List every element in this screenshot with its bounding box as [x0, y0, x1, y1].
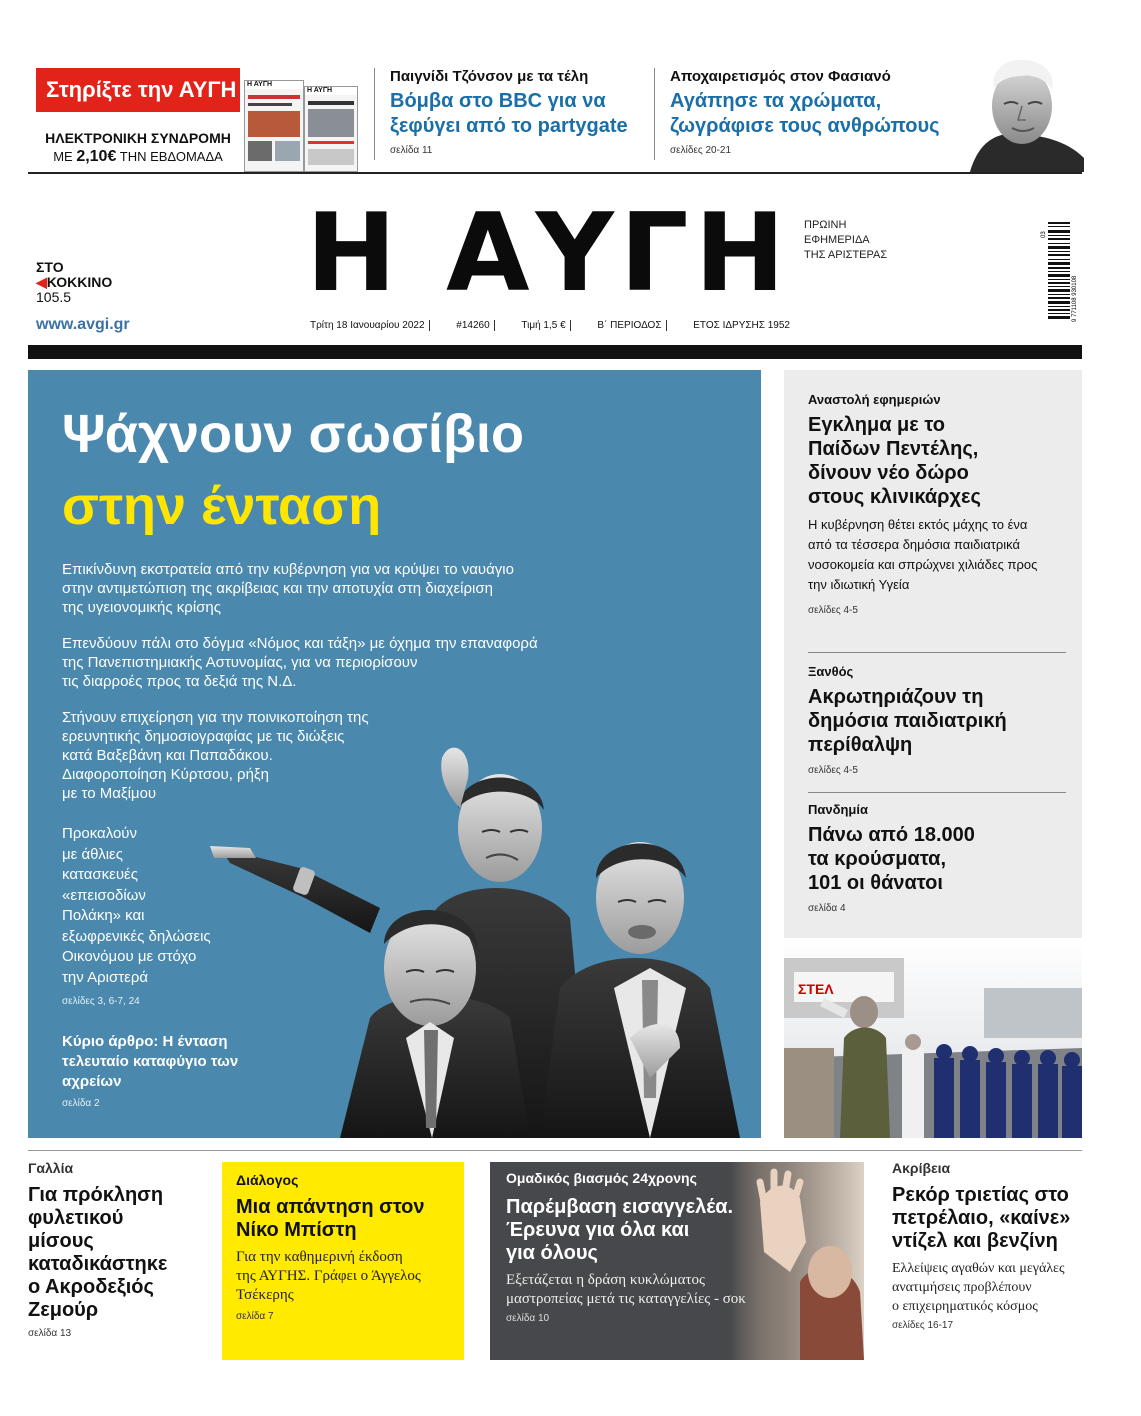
sidebar-headline: Πάνω από 18.000 τα κρούσματα, 101 οι θάνατοι	[808, 824, 975, 894]
bottom-headline: Παρέμβαση εισαγγελέα. Έρευνα για όλα και για όλους	[506, 1196, 734, 1264]
barcode-icon	[1040, 218, 1080, 326]
sidebar-story-pandemic[interactable]	[808, 802, 1072, 914]
price-value: 2,10€	[76, 148, 117, 165]
mini-cover-image: Η ΑΥΓΗ	[244, 80, 304, 172]
sidebar-kicker: Αναστολή εφημεριών	[808, 392, 941, 407]
sidebar-story-xanthos[interactable]	[808, 664, 1072, 776]
website-link[interactable]: www.avgi.gr	[36, 316, 130, 333]
issue-price: Τιμή 1,5 €	[517, 320, 570, 331]
main-story-pages: σελίδες 3, 6-7, 24	[62, 996, 140, 1007]
teaser-page: σελίδες 20-21	[670, 145, 732, 156]
bottom-headline: Ρεκόρ τριετίας στο πετρέλαιο, «καίνε» ντίζελ και βενζίνη	[892, 1184, 1071, 1252]
protest-photo	[784, 938, 1082, 1138]
teaser-headline: Βόμβα στο BBC για να ξεφύγει από το partygate	[390, 90, 628, 137]
sidebar-story-penteli[interactable]	[808, 392, 1072, 616]
bottom-summary: Εξετάζεται η δράση κυκλώματος μαστροπείας μετά τις καταγγελίες - σοκ	[506, 1272, 746, 1307]
teaser-kicker: Αποχαιρετισμός στον Φασιανό	[670, 68, 891, 85]
mini-cover-image-2: Η ΑΥΓΗ	[304, 86, 358, 172]
bottom-story-zemmour[interactable]	[28, 1160, 212, 1339]
top-teaser-johnson[interactable]	[390, 68, 650, 156]
bottom-story-assault[interactable]	[506, 1170, 766, 1324]
teaser-headline: Αγάπησε τα χρώματα, ζωγράφισε τους ανθρώπους	[670, 90, 940, 137]
main-paragraph-1: Επικίνδυνη εκστρατεία από την κυβέρνηση για να κρύψει το ναυάγιο στην αντιμετώπιση της ακρίβειας και την αποτυχία στη διαχείριση της υγειονομικής κρίσης	[62, 561, 514, 616]
main-paragraph-3: Στήνουν επιχείρηση για την ποινικοποίηση της ερευνητικής δημοσιογραφίας με τις διώξεις κατά Βαξεβάνη και Παπαδάκου. Διαφοροποίηση Κύρτσου, ρήξη με το Μαξίμου	[62, 709, 369, 802]
sidebar-kicker: Ξανθός	[808, 664, 854, 679]
founded-year: ΕΤΟΣ ΙΔΡΥΣΗΣ 1952	[693, 320, 790, 331]
bottom-summary: Για την καθημερινή έκδοση της ΑΥΓΗΣ. Γράφει ο Άγγελος Τσέκερης	[236, 1249, 421, 1303]
portrait-photo	[960, 48, 1084, 172]
bottom-page: σελίδα 7	[236, 1311, 274, 1322]
issue-period: Β΄ ΠΕΡΙΟΔΟΣ	[593, 320, 666, 331]
bottom-page: σελίδες 16-17	[892, 1320, 954, 1331]
main-paragraph-2: Επενδύουν πάλι στο δόγμα «Νόμος και τάξη» με όχημα την επαναφορά της Πανεπιστημιακής Αστυνομίας, για να περιορίσουν τις διαρροές προς τα δεξιά της Ν.Δ.	[62, 635, 538, 690]
bottom-kicker: Διάλογος	[236, 1172, 299, 1188]
svg-text:03: 03	[1041, 231, 1047, 238]
bottom-summary: Ελλείψεις αγαθών και μεγάλες ανατιμήσεις προβλέπουν ο επιχειρηματικός κόσμος	[892, 1261, 1065, 1314]
subscription-price: ΜΕ 2,10€ ΤΗΝ ΕΒΔΟΜΑΔΑ	[53, 148, 223, 165]
svg-text:ΣΤΕΛ: ΣΤΕΛ	[798, 981, 834, 997]
sidebar-kicker: Πανδημία	[808, 802, 868, 817]
subscription-label: ΗΛΕΚΤΡΟΝΙΚΗ ΣΥΝΔΡΟΜΗ	[45, 130, 231, 146]
sidebar-summary: Η κυβέρνηση θέτει εκτός μάχης το ένα από τα τέσσερα δημόσια παιδιατρικά νοσοκομεία και σπρώχνει χιλιάδες προς την ιδιωτική Υγεία	[808, 517, 1038, 592]
play-icon: ◀	[36, 274, 47, 290]
bottom-page: σελίδα 13	[28, 1328, 72, 1339]
sidebar-page: σελίδες 4-5	[808, 765, 858, 776]
main-headline-line2: στην ένταση	[62, 476, 382, 536]
teaser-kicker: Παιγνίδι Τζόνσον με τα τέλη	[390, 68, 589, 85]
support-label: Στηρίξτε την ΑΥΓΗ	[46, 77, 237, 102]
bottom-story-dialogue[interactable]	[236, 1172, 460, 1322]
bottom-page: σελίδα 10	[506, 1313, 550, 1324]
support-banner[interactable]	[36, 68, 240, 112]
teaser-page: σελίδα 11	[390, 145, 433, 156]
sidebar-page: σελίδα 4	[808, 903, 846, 914]
bottom-headline: Για πρόκληση φυλετικού μίσους καταδικάστηκε ο Ακροδεξιός Ζεμούρ	[28, 1184, 168, 1321]
bottom-headline: Μια απάντηση στον Νίκο Μπίστη	[236, 1196, 425, 1241]
bottom-kicker: Ακρίβεια	[892, 1160, 951, 1176]
issue-date: Τρίτη 18 Ιανουαρίου 2022	[306, 320, 430, 331]
radio-logo[interactable]: ΣΤΟ ◀ΚΟΚΚΙΝΟ 105.5	[36, 259, 113, 305]
bottom-kicker: Γαλλία	[28, 1160, 74, 1176]
sidebar-headline: Ακρωτηριάζουν τη δημόσια παιδιατρική περίθαλψη	[808, 686, 1007, 756]
bottom-kicker: Ομαδικός βιασμός 24χρονης	[506, 1170, 697, 1186]
bottom-story-prices[interactable]	[892, 1160, 1082, 1331]
sidebar-headline: Εγκλημα με το Παίδων Πεντέλης, δίνουν νέο δώρο στους κλινικάρχες	[808, 414, 981, 508]
top-teaser-fassianos[interactable]	[670, 68, 970, 156]
editorial-page: σελίδα 2	[62, 1098, 100, 1109]
svg-text:9 771108 930108: 9 771108 930108	[1072, 275, 1078, 322]
masthead-tagline: ΠΡΩΙΝΗ ΕΦΗΜΕΡΙΔΑ ΤΗΣ ΑΡΙΣΤΕΡΑΣ	[804, 219, 888, 261]
issue-info-bar	[306, 320, 794, 331]
editorial-teaser[interactable]: Κύριο άρθρο: Η ένταση τελευταίο καταφύγιο των αχρείων	[62, 1033, 239, 1090]
newspaper-title: Η ΑΥΓΗ	[306, 191, 791, 316]
issue-number: #14260	[452, 320, 494, 331]
sidebar-page: σελίδες 4-5	[808, 605, 858, 616]
main-headline-line1: Ψάχνουν σωσίβιο	[62, 404, 524, 464]
main-paragraph-4: Προκαλούν με άθλιες κατασκευές «επεισοδίων Πολάκη» και εξωφρενικές δηλώσεις Οικονόμου με στόχο την Αριστερά	[62, 825, 211, 986]
